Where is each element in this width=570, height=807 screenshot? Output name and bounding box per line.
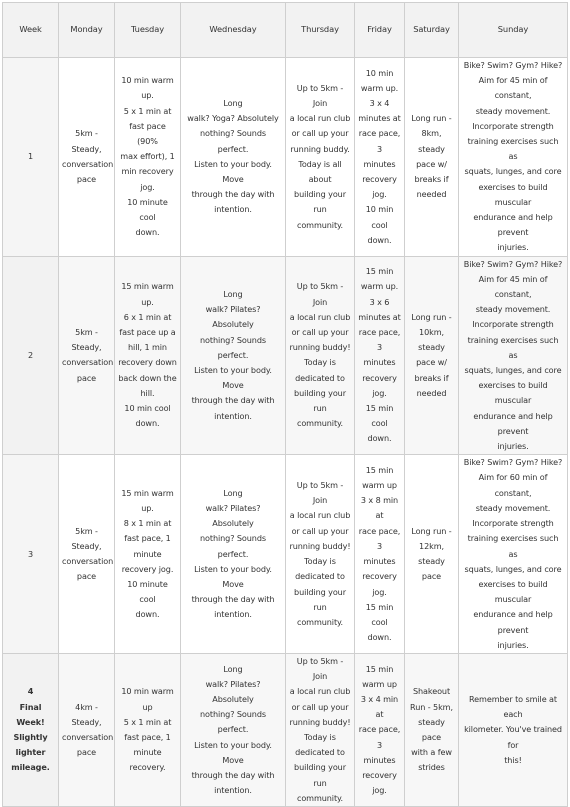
friday-cell [355, 256, 405, 455]
thursday-cell [286, 653, 355, 806]
saturday-text: Long run - 12km, steady pace [411, 525, 452, 582]
wednesday-text: Long walk? Pilates? Absolutely nothing? Sounds perfect. Listen to your body. Move through the day with intention. [191, 487, 275, 620]
header-saturday: Saturday [405, 3, 459, 58]
week-cell [3, 455, 59, 654]
sunday-text: Bike? Swim? Gym? Hike? Aim for 60 min of constant, steady movement. Incorporate strength training exercises such as squats, lunges, and core exercises to build muscular endurance and help prevent injuries. [463, 457, 563, 650]
sunday-cell [459, 455, 568, 654]
tuesday-cell [115, 256, 181, 455]
tuesday-text: 10 min warm up 5 x 1 min at fast pace, 1 minute recovery. [121, 686, 174, 773]
table-row [3, 653, 568, 806]
saturday-cell [405, 455, 459, 654]
wednesday-text: Long walk? Pilates? Absolutely nothing? Sounds perfect. Listen to your body. Move through the day with intention. [191, 289, 275, 421]
saturday-text: Long run - 10km, steady pace w/ breaks if needed [411, 311, 452, 398]
sunday-cell [459, 653, 568, 806]
friday-cell [355, 653, 405, 806]
training-plan-table-container [2, 2, 567, 807]
wednesday-text: Long walk? Yoga? Absolutely nothing? Sounds perfect. Listen to your body. Move through the day with intention. [187, 98, 279, 215]
saturday-text: Shakeout Run - 5km, steady pace with a few strides [410, 686, 453, 773]
thursday-text: Up to 5km - Join a local run club or call up your running buddy! Today is dedicated to building your run community. [289, 480, 351, 627]
header-sunday: Sunday [459, 3, 568, 58]
tuesday-text: 10 min warm up. 5 x 1 min at fast pace (90% max effort), 1 min recovery jog. 10 minute cool down. [120, 75, 175, 238]
tuesday-cell [115, 653, 181, 806]
week-cell [3, 58, 59, 257]
training-plan-table [2, 2, 568, 807]
week-label: 1 [27, 151, 34, 162]
header-wednesday: Wednesday [181, 3, 286, 58]
monday-cell [59, 653, 115, 806]
table-header-row [3, 3, 568, 58]
table-row [3, 58, 568, 257]
saturday-cell [405, 58, 459, 257]
wednesday-cell [181, 58, 286, 257]
table-row [3, 455, 568, 654]
thursday-text: Up to 5km - Join a local run club or call up your running buddy. Today is all about building your run community. [289, 82, 351, 230]
sunday-cell [459, 58, 568, 257]
week-label: 2 [27, 349, 34, 360]
header-tuesday: Tuesday [115, 3, 181, 58]
friday-text: 15 min warm up 3 x 8 min at race pace, 3 minutes recovery jog. 15 min cool down. [358, 464, 401, 643]
tuesday-cell [115, 455, 181, 654]
wednesday-text: Long walk? Pilates? Absolutely nothing? Sounds perfect. Listen to your body. Move through the day with intention. [191, 663, 275, 796]
header-monday: Monday [59, 3, 115, 58]
saturday-text: Long run - 8km, steady pace w/ breaks if needed [411, 113, 452, 200]
tuesday-cell [115, 58, 181, 257]
saturday-cell [405, 653, 459, 806]
sunday-text: Bike? Swim? Gym? Hike? Aim for 45 min of constant, steady movement. Incorporate strength training exercises such as squats, lunges, and core exercises to build muscular endurance and help prevent injuries. [463, 60, 563, 253]
week-cell [3, 256, 59, 455]
saturday-cell [405, 256, 459, 455]
friday-text: 15 min warm up 3 x 4 min at race pace, 3 minutes recovery jog. [358, 663, 401, 796]
header-friday: Friday [355, 3, 405, 58]
sunday-text: Bike? Swim? Gym? Hike? Aim for 45 min of constant, steady movement. Incorporate strength training exercises such as squats, lunges, and core exercises to build muscular endurance and help prevent injuries. [463, 258, 563, 452]
monday-text: 4km - Steady, conversation pace [62, 701, 114, 758]
week-label: 3 [27, 548, 34, 559]
wednesday-cell [181, 256, 286, 455]
tuesday-text: 15 min warm up. 6 x 1 min at fast pace up a hill, 1 min recovery down back down the hill. 10 min cool down. [118, 281, 177, 429]
header-thursday: Thursday [286, 3, 355, 58]
monday-text: 5km - Steady, conversation pace [62, 327, 114, 383]
thursday-text: Up to 5km - Join a local run club or call up your running buddy! Today is dedicated to building your run community. [289, 655, 351, 803]
monday-cell [59, 256, 115, 455]
thursday-text: Up to 5km - Join a local run club or call up your running buddy! Today is dedicated to building your run community. [289, 281, 351, 429]
sunday-cell [459, 256, 568, 455]
header-week: Week [3, 3, 59, 58]
table-row [3, 256, 568, 455]
friday-text: 10 min warm up. 3 x 4 minutes at race pace, 3 minutes recovery jog. 10 min cool down. [358, 67, 401, 245]
week-cell [3, 653, 59, 806]
tuesday-text: 15 min warm up. 8 x 1 min at fast pace, 1 minute recovery jog. 10 minute cool down. [121, 487, 174, 620]
wednesday-cell [181, 455, 286, 654]
friday-cell [355, 455, 405, 654]
week-label: 4 Final Week! Slightly lighter mileage. [11, 686, 50, 773]
thursday-cell [286, 58, 355, 257]
thursday-cell [286, 455, 355, 654]
wednesday-cell [181, 653, 286, 806]
monday-text: 5km - Steady, conversation pace [62, 128, 114, 185]
monday-cell [59, 58, 115, 257]
monday-text: 5km - Steady, conversation pace [62, 525, 114, 582]
friday-cell [355, 58, 405, 257]
sunday-text: Remember to smile at each kilometer. You've trained for this! [464, 693, 562, 765]
thursday-cell [286, 256, 355, 455]
friday-text: 15 min warm up. 3 x 6 minutes at race pace, 3 minutes recovery jog. 15 min cool down. [358, 266, 401, 444]
monday-cell [59, 455, 115, 654]
